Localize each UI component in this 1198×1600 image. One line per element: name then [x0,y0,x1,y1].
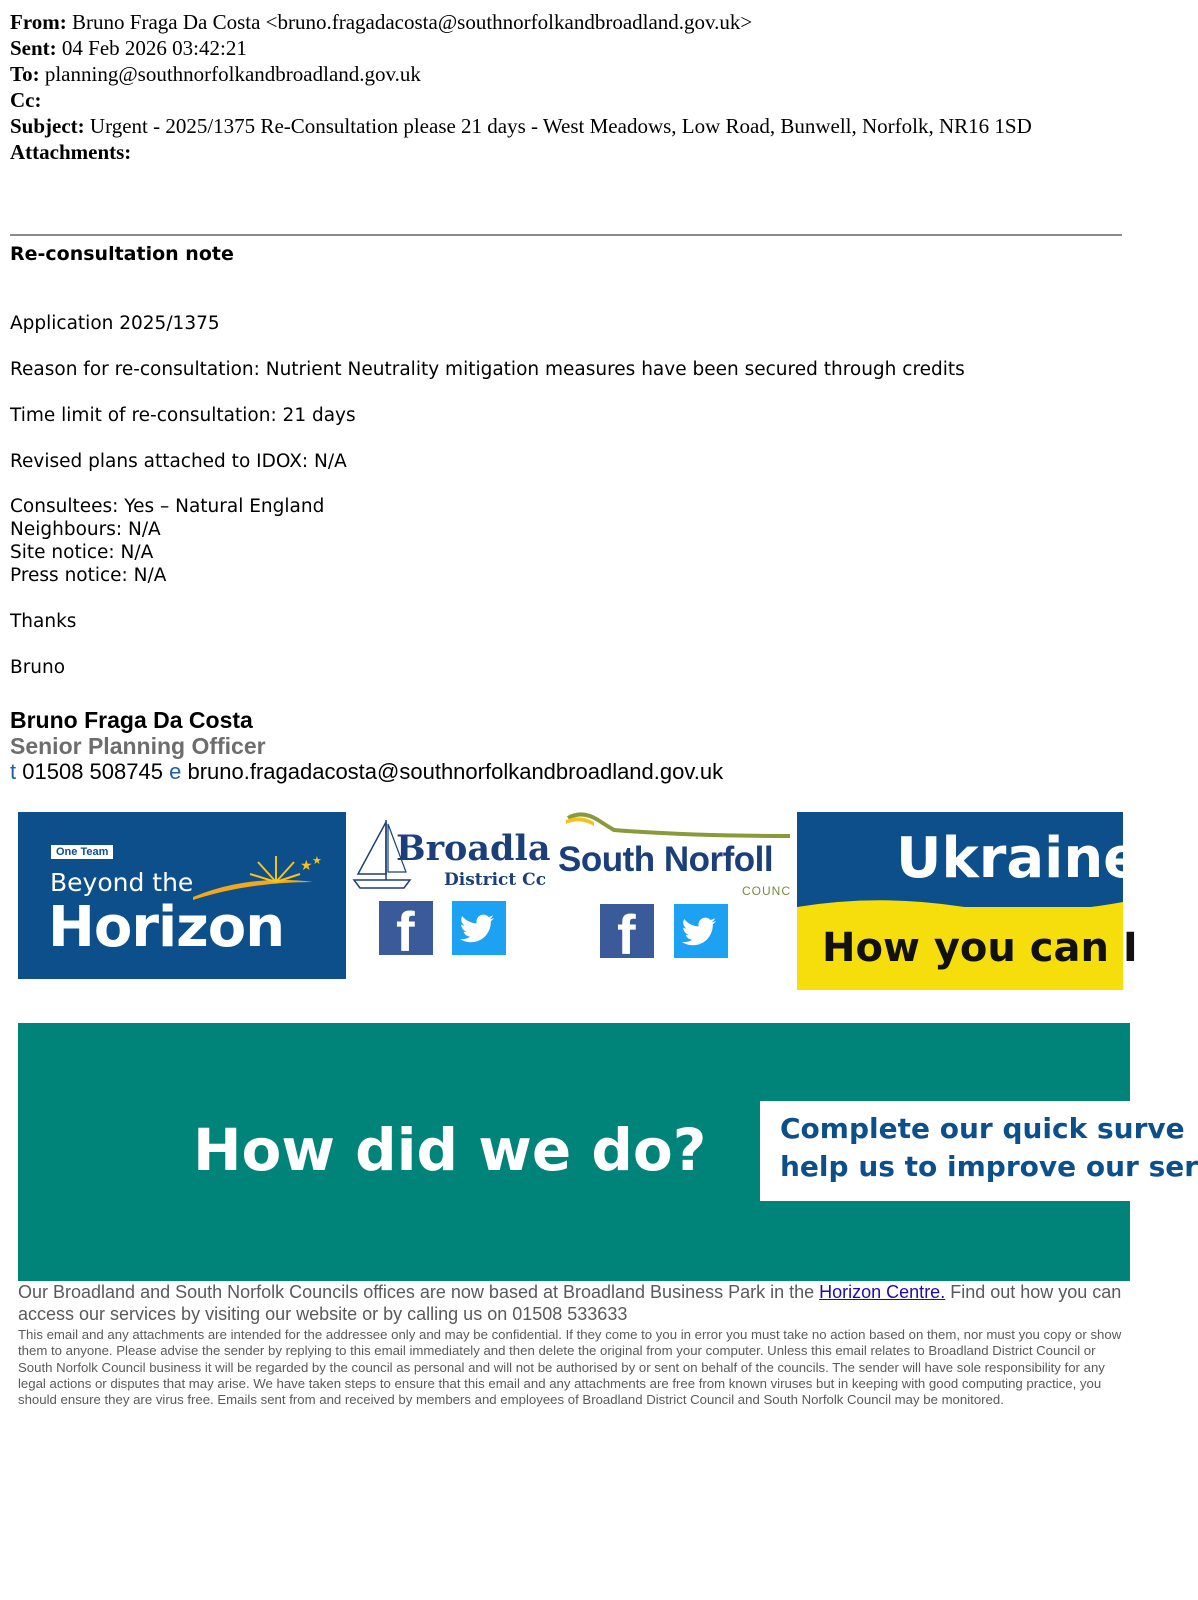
subject-value: Urgent - 2025/1375 Re-Consultation please 21 days - West Meadows, Low Road, Bunwell, Norfolk, NR16 1SD [89,114,1032,138]
signature-name: Bruno Fraga Da Costa [10,707,253,733]
svg-text:★: ★ [312,854,322,867]
subject-row [10,113,1110,139]
offices-notice [18,1281,1122,1325]
cc-label: Cc: [10,88,42,112]
phone-number[interactable]: 01508 508745 [22,759,163,784]
south-norfolk-facebook-icon[interactable] [600,903,654,966]
horizon-banner[interactable] [18,812,346,979]
attachments-row [10,139,1110,165]
to-label: To: [10,62,40,86]
survey-heading: How did we do? [193,1116,707,1184]
south-norfolk-logo[interactable] [558,810,790,900]
sunburst-icon [188,852,328,912]
application-line: Application 2025/1375 [10,313,220,334]
signature-email[interactable]: bruno.fragadacosta@southnorfolkandbroadland.gov.uk [187,759,724,784]
signature-role: Senior Planning Officer [10,733,266,759]
south-norfolk-line1: South Norfoll [558,840,774,879]
signoff-line: Bruno [10,657,66,678]
cc-row [10,87,1110,113]
broadland-line2: District Cc [444,870,547,890]
press-notice-line: Press notice: N/A [10,565,167,586]
attachments-label: Attachments: [10,140,132,164]
subject-label: Subject: [10,114,85,138]
broadland-line1: Broadla [396,828,551,869]
revised-plans-line: Revised plans attached to IDOX: N/A [10,451,347,472]
email-header [10,9,1110,165]
offices-text-before: Our Broadland and South Norfolk Councils offices are now based at Broadland Business Park in the [18,1282,820,1302]
to-value: planning@southnorfolkandbroadland.gov.uk [44,62,421,86]
sent-label: Sent: [10,36,57,60]
sent-row [10,35,1110,61]
south-norfolk-twitter-icon[interactable] [674,904,728,958]
thanks-line: Thanks [10,611,77,632]
from-label: From: [10,10,67,34]
horizon-line2: Horizon [48,895,285,960]
phone-label: t [10,759,17,784]
svg-text:★: ★ [300,858,313,874]
broadland-facebook-icon[interactable] [379,900,433,963]
ukraine-line1: Ukraine [896,826,1142,891]
wave-divider [797,892,1123,922]
twitter-bird-icon [452,901,506,955]
ukraine-banner[interactable] [797,812,1142,990]
twitter-bird-icon [674,904,728,958]
sent-value: 04 Feb 2026 03:42:21 [61,36,247,60]
email-label: e [169,759,182,784]
site-notice-line: Site notice: N/A [10,542,154,563]
horizon-line1: Beyond the [50,868,194,897]
from-value: Bruno Fraga Da Costa <bruno.fragadacosta@southnorfolkandbroadland.gov.uk> [72,10,753,34]
facebook-glyph: f [617,903,636,966]
survey-line1: Complete our quick surve [780,1112,1185,1145]
reason-line: Reason for re-consultation: Nutrient Neutrality mitigation measures have been secured through credits [10,359,965,380]
facebook-glyph: f [396,900,415,963]
broadland-logo[interactable] [352,812,551,896]
signature-contact [10,758,723,785]
south-norfolk-line2: COUNC [742,884,791,898]
note-title: Re-consultation note [10,243,234,265]
broadland-twitter-icon[interactable] [452,901,506,955]
offices-text-after: Find out how you can access our services by visiting our website or by calling us on 01508 533633 [18,1282,1122,1324]
ukraine-line2: How you can I [822,925,1138,971]
consultees-line: Consultees: Yes – Natural England [10,496,325,517]
to-row [10,61,1110,87]
one-team-tag: One Team [51,845,113,859]
time-limit-line: Time limit of re-consultation: 21 days [10,405,356,426]
from-row [10,9,1110,35]
survey-banner[interactable] [18,1023,1198,1281]
disclaimer: This email and any attachments are intended for the addressee only and may be confidential. If they come to you in error you must take no action based on them, nor must you copy or show them to anyone. Please advise the sender by replying to this email immediately and then delete the original from your computer. Unless this email relates to Broadland District Council or South Norfolk Council business it will be regarded by the council as personal and will not be authorised by or sent on behalf of the councils. The sender will have sole responsibility for any legal actions or disputes that may arise. We have taken steps to ensure that this email and any attachments are free from known viruses but in keeping with good computing practice, you should ensure they are virus free. Emails sent from and received by members and employees of Broadland District Council and South Norfolk Council may be monitored. [18,1327,1122,1408]
survey-line2: help us to improve our ser [780,1150,1198,1183]
neighbours-line: Neighbours: N/A [10,519,161,540]
horizon-centre-link[interactable]: Horizon Centre. [819,1282,946,1302]
header-divider [10,234,1122,236]
survey-callout [760,1101,1198,1201]
